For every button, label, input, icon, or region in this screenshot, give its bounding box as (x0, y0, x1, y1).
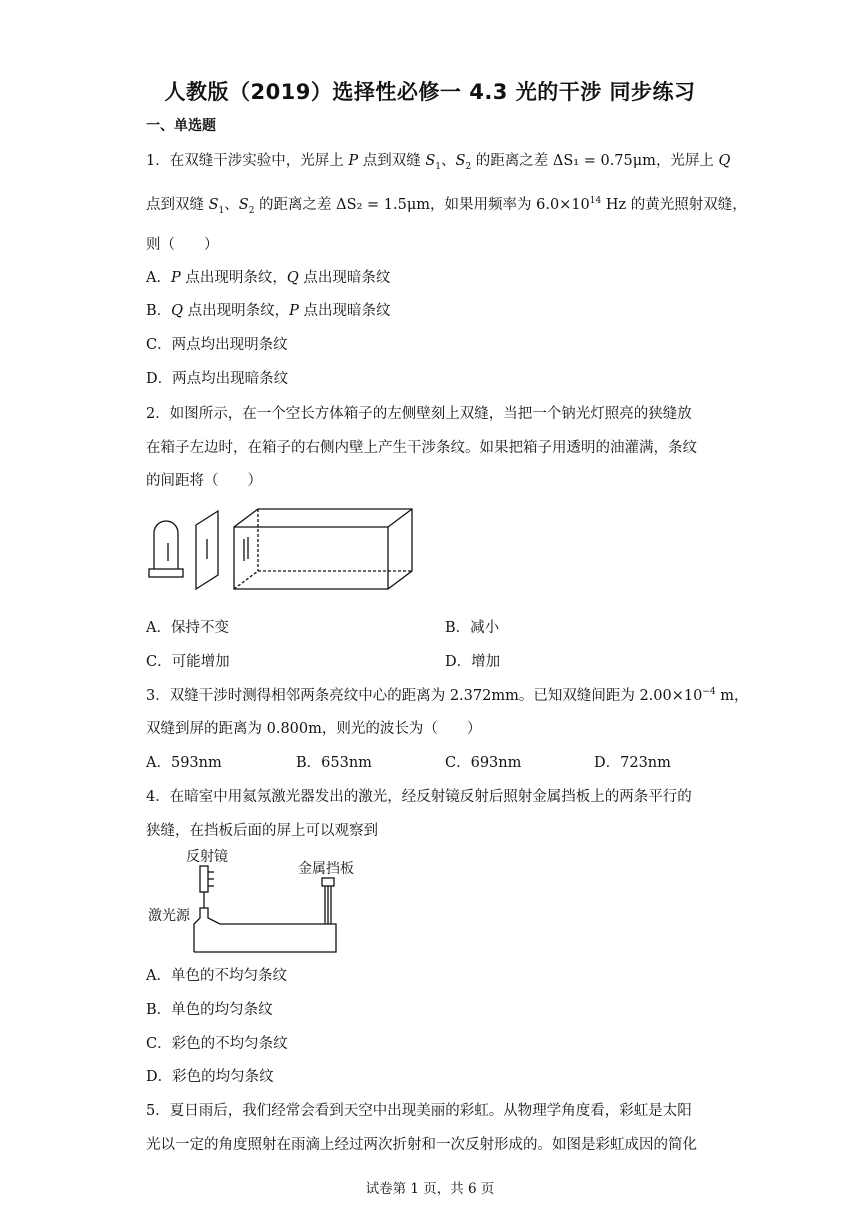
q2-apparatus-diagram (146, 505, 416, 590)
optical-bench-icon (194, 908, 336, 952)
q2-option-b: B．减小 (445, 620, 500, 636)
q2-line2: 在箱子左边时，在箱子的右侧内壁上产生干涉条纹。如果把箱子用透明的油灌满，条纹 (146, 440, 697, 456)
q3-option-b: B．653nm (296, 755, 372, 771)
sodium-lamp-icon (149, 521, 183, 577)
label-mirror: 反射镜 (186, 849, 228, 865)
page-footer: 试卷第 1 页，共 6 页 (365, 1181, 495, 1197)
q3-option-d: D．723nm (594, 755, 671, 771)
box-icon (234, 509, 412, 589)
label-metal-plate: 金属挡板 (298, 861, 354, 877)
mirror-icon (200, 866, 214, 908)
q1-option-b: B．Q 点出现明条纹，P 点出现暗条纹 (146, 303, 391, 319)
q4-option-b: B．单色的均匀条纹 (146, 1002, 273, 1018)
q2-option-c: C．可能增加 (146, 654, 230, 670)
section-heading: 一、单选题 (146, 118, 216, 134)
q2-line3: 的间距将（ ） (146, 473, 262, 489)
q2-option-a: A．保持不变 (146, 620, 229, 636)
slit-plate-icon (196, 511, 218, 589)
q4-option-d: D．彩色的均匀条纹 (146, 1069, 274, 1085)
q1-line2: 点到双缝 $S_1$、$S_2$ 的距离之差 ΔS₂ = 1.5μm，如果用频率为 $6.0\times 10^{14}$ Hz 的黄光照射双缝， (146, 196, 747, 216)
q3-line2: 双缝到屏的距离为 0.800m，则光的波长为（ ） (146, 721, 482, 737)
formula-ds2: ΔS₂ = 1.5μm (336, 197, 430, 213)
q1-option-d: D．两点均出现暗条纹 (146, 371, 289, 387)
q4-option-c: C．彩色的不均匀条纹 (146, 1036, 288, 1052)
metal-plate-icon (322, 878, 334, 924)
q1-option-c: C．两点均出现明条纹 (146, 337, 288, 353)
q1-line1: 1．在双缝干涉实验中，光屏上 P 点到双缝 $S_1$、$S_2$ 的距离之差 ΔS₁ = 0.75μm，光屏上 Q (146, 153, 731, 172)
q4-line2: 狭缝，在挡板后面的屏上可以观察到 (146, 823, 378, 839)
q5-line1: 5．夏日雨后，我们经常会看到天空中出现美丽的彩虹。从物理学角度看，彩虹是太阳 (146, 1103, 692, 1119)
q4-line1: 4．在暗室中用氦氖激光器发出的激光，经反射镜反射后照射金属挡板上的两条平行的 (146, 789, 692, 805)
q4-laser-apparatus-diagram (190, 862, 360, 957)
formula-ds1: ΔS₁ = 0.75μm (552, 153, 656, 169)
label-laser-source: 激光源 (148, 908, 190, 924)
q1-line3: 则（ ） (146, 237, 219, 253)
q2-line1: 2．如图所示，在一个空长方体箱子的左侧壁刻上双缝，当把一个钠光灯照亮的狭缝放 (146, 406, 692, 422)
q3-line1: 3．双缝干涉时测得相邻两条亮纹中心的距离为 2.372mm。已知双缝间距为 $2.00\times 10^{-4}$ m， (146, 687, 749, 704)
q4-option-a: A．单色的不均匀条纹 (146, 968, 287, 984)
q5-line2: 光以一定的角度照射在雨滴上经过两次折射和一次反射形成的。如图是彩虹成因的简化 (146, 1137, 697, 1153)
page-title: 人教版（2019）选择性必修一 4.3 光的干涉 同步练习 (164, 80, 696, 104)
q3-option-c: C．693nm (445, 755, 522, 771)
q3-option-a: A．593nm (146, 755, 222, 771)
q2-option-d: D．增加 (445, 654, 501, 670)
q1-option-a: A．P 点出现明条纹，Q 点出现暗条纹 (146, 270, 391, 286)
